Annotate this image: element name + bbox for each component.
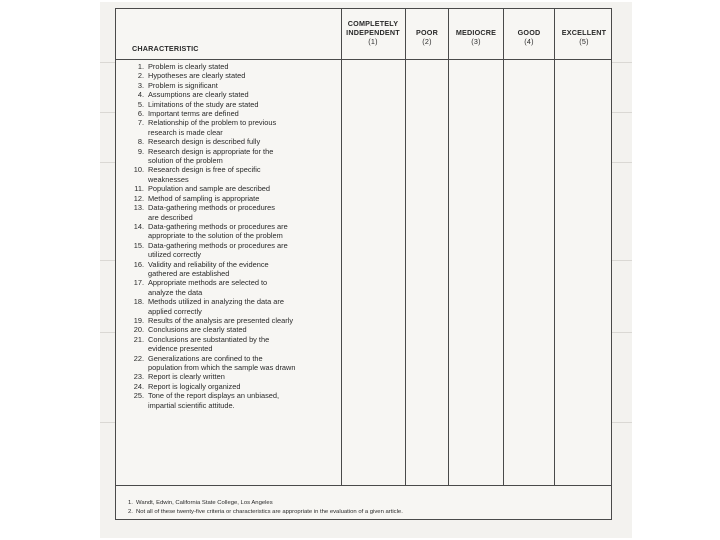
characteristic-item — [128, 297, 350, 316]
column-header-good — [504, 28, 554, 46]
characteristic-item — [128, 100, 350, 109]
item-text: Limitations of the study are stated — [148, 99, 259, 109]
item-text: Relationship of the problem to previous research is made clear — [148, 118, 277, 137]
characteristic-item — [128, 165, 350, 184]
characteristic-item — [128, 372, 350, 381]
column-header-characteristic — [132, 44, 252, 53]
column-header-label: MEDIOCRE — [455, 28, 497, 37]
item-number: 16. — [133, 259, 144, 269]
item-text: Problem is clearly stated — [148, 62, 229, 71]
item-text: Data-gathering methods or procedures are described — [148, 203, 275, 222]
footnote — [128, 508, 403, 517]
characteristic-item — [128, 260, 350, 279]
item-text: Hypotheses are clearly stated — [148, 71, 246, 81]
characteristic-item — [128, 325, 350, 334]
item-number: 20. — [133, 325, 144, 335]
item-text: Assumptions are clearly stated — [148, 90, 249, 100]
characteristic-item — [128, 335, 350, 354]
characteristic-item — [128, 382, 350, 391]
column-header-number: (2) — [422, 37, 432, 46]
column-header-number: (3) — [471, 37, 481, 46]
item-number: 21. — [133, 334, 144, 344]
characteristic-item — [128, 118, 350, 137]
column-header-mediocre — [449, 28, 503, 46]
item-text: Validity and reliability of the evidence gathered are established — [148, 259, 269, 278]
item-text: Data-gathering methods or procedures are utilized correctly — [148, 240, 288, 260]
characteristics-list — [128, 62, 350, 410]
item-text: Research design is appropriate for the solution of the problem — [148, 146, 274, 166]
characteristic-item — [128, 137, 350, 146]
column-header-label: INDEPENDENT — [346, 28, 400, 37]
characteristic-item — [128, 222, 350, 241]
item-number: 25. — [133, 391, 144, 401]
item-number: 24. — [133, 381, 144, 391]
item-text: Data-gathering methods or procedures are appropriate to the solution of the problem — [148, 221, 288, 241]
item-number: 6. — [137, 109, 144, 119]
item-number: 14. — [133, 221, 144, 231]
item-text: Problem is significant — [148, 80, 218, 90]
item-number: 11. — [134, 184, 144, 194]
characteristic-item — [128, 241, 350, 260]
footnotes — [128, 499, 403, 517]
characteristic-item — [128, 90, 350, 99]
characteristic-item — [128, 354, 350, 373]
item-number: 4. — [137, 90, 144, 100]
item-text: Research design is free of specific weaknesses — [148, 165, 261, 184]
evaluation-table — [115, 8, 612, 520]
characteristic-item — [128, 81, 350, 90]
characteristic-item — [128, 147, 350, 166]
characteristic-item — [128, 278, 350, 297]
column-header-poor — [406, 28, 448, 46]
item-number: 18. — [133, 297, 144, 307]
footnote — [128, 499, 403, 508]
item-number: 19. — [133, 315, 144, 325]
characteristic-item — [128, 62, 350, 71]
item-text: Methods utilized in analyzing the data are applied correctly — [148, 297, 284, 316]
item-text: Report is logically organized — [148, 381, 241, 391]
item-number: 8. — [137, 137, 144, 147]
item-number: 23. — [133, 372, 144, 382]
footnote-number: 2. — [128, 509, 133, 515]
column-header-number: (1) — [368, 37, 378, 46]
column-header-label: GOOD — [517, 28, 541, 37]
item-number: 3. — [137, 80, 144, 90]
item-text: Report is clearly written — [148, 372, 225, 382]
characteristic-item — [128, 194, 350, 203]
column-header-number: (5) — [579, 37, 589, 46]
characteristic-item — [128, 109, 350, 118]
item-number: 5. — [137, 99, 144, 109]
item-text: Method of sampling is appropriate — [148, 193, 260, 203]
characteristic-item — [128, 203, 350, 222]
item-number: 1. — [137, 62, 144, 71]
column-header-number: (4) — [524, 37, 534, 46]
column-header-label: CHARACTERISTIC — [132, 44, 199, 53]
item-number: 10. — [133, 165, 144, 175]
item-text: Results of the analysis are presented clearly — [148, 315, 294, 325]
footnote-number: 1. — [128, 500, 133, 506]
column-header-label: EXCELLENT — [561, 28, 607, 37]
item-number: 12. — [133, 193, 144, 203]
item-text: Generalizations are confined to the population from which the sample was drawn — [148, 353, 296, 372]
item-text: Population and sample are described — [148, 184, 271, 194]
column-header-completely-independent — [342, 19, 404, 46]
item-text: Tone of the report displays an unbiased, impartial scientific attitude. — [148, 391, 280, 410]
scanned-page — [100, 2, 632, 538]
characteristic-item — [128, 71, 350, 80]
item-number: 13. — [133, 203, 144, 213]
column-header-label: POOR — [416, 28, 438, 37]
column-header-label: COMPLETELY — [347, 19, 399, 28]
item-text: Important terms are defined — [148, 109, 239, 119]
characteristic-item — [128, 391, 350, 410]
characteristic-item — [128, 184, 350, 193]
column-header-excellent — [555, 28, 613, 46]
item-number: 15. — [133, 240, 144, 250]
item-number: 2. — [137, 71, 144, 81]
characteristic-item — [128, 316, 350, 325]
item-number: 17. — [133, 278, 144, 288]
item-text: Conclusions are substantiated by the evidence presented — [148, 334, 270, 354]
item-number: 9. — [137, 146, 144, 156]
item-number: 22. — [133, 353, 144, 363]
item-number: 7. — [137, 118, 144, 128]
footnote-text: Wandt, Edwin, California State College, Los Angeles — [136, 500, 273, 506]
item-text: Appropriate methods are selected to analyze the data — [148, 278, 268, 297]
item-text: Research design is described fully — [148, 137, 261, 147]
item-text: Conclusions are clearly stated — [148, 325, 247, 335]
footnote-text: Not all of these twenty-five criteria or characteristics are appropriate in the evaluation of a given article. — [136, 509, 403, 515]
